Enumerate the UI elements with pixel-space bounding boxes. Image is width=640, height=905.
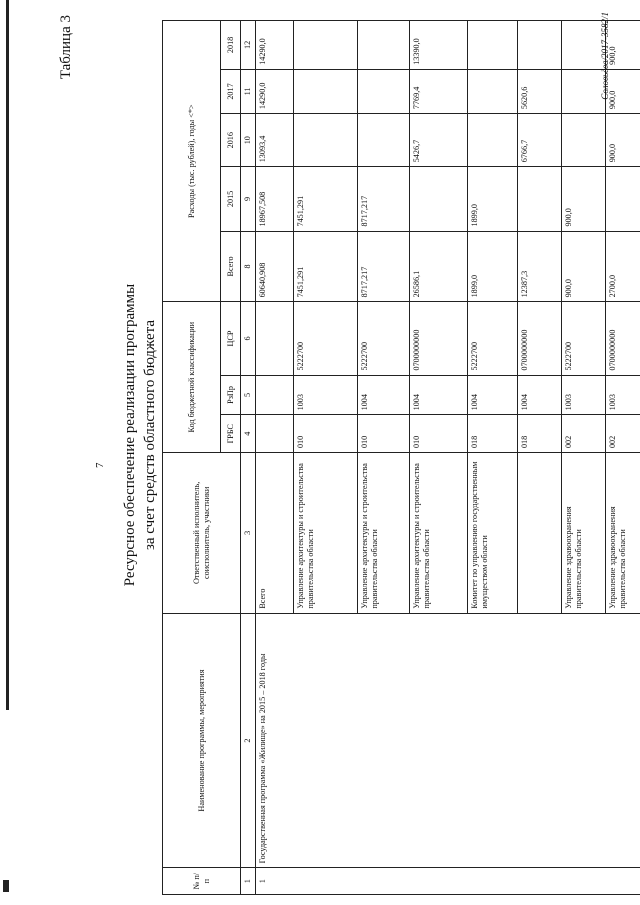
cell-y2015 [517,167,561,231]
cell-y2016: 13093,4 [255,114,293,167]
cell-rzpr: 1004 [517,375,561,415]
cell-exec: Управление архитектуры и строительства правительства области [293,453,357,614]
title-line-2: за счет средств областного бюджета [142,319,158,551]
cell-csr: 5222700 [293,302,357,375]
column-index-cell: 3 [241,453,256,614]
cell-exec: Управление здравоохранения правительства области [605,453,640,614]
cell-rzpr: 1004 [357,375,409,415]
document-title [120,85,160,785]
cell-y2015: 900,0 [561,167,605,231]
cell-y2018 [293,21,357,70]
program-number: 1 [255,868,640,895]
cell-exec: Управление архитектуры и строительства правительства области [357,453,409,614]
cell-total: 900,0 [561,231,605,302]
column-index-cell: 12 [241,21,256,70]
cell-exec: Комитет по управлению государственным имуществом области [467,453,517,614]
cell-total: 60640,908 [255,231,293,302]
cell-y2016 [293,114,357,167]
cell-y2017 [293,69,357,113]
cell-grbs: 010 [293,415,357,453]
column-index-cell: 10 [241,114,256,167]
cell-csr [255,302,293,375]
header-rzpr: РзПр [221,375,241,415]
cell-y2018: 14290,0 [255,21,293,70]
program-name: Государственная программа «Жилище» на 2015 – 2018 годы [255,613,640,868]
cell-grbs: 010 [409,415,467,453]
cell-grbs: 018 [517,415,561,453]
header-2018: 2018 [221,21,241,70]
header-grbs: ГРБС [221,415,241,453]
cell-rzpr: 1003 [605,375,640,415]
column-index-cell: 11 [241,69,256,113]
cell-y2016: 900,0 [605,114,640,167]
header-exec: Ответственный исполнитель, соисполнитель, участники [163,453,241,614]
cell-total: 1899,0 [467,231,517,302]
cell-y2018 [357,21,409,70]
cell-csr: 0700000000 [409,302,467,375]
cell-exec [517,453,561,614]
cell-y2017: 5620,6 [517,69,561,113]
cell-y2018 [467,21,517,70]
header-2016: 2016 [221,114,241,167]
cell-y2017 [561,69,605,113]
column-index-cell: 1 [241,868,256,895]
cell-y2016 [561,114,605,167]
cell-y2016 [357,114,409,167]
cell-y2016: 5426,7 [409,114,467,167]
cell-csr: 0700000000 [517,302,561,375]
cell-exec: Управление здравоохранения правительства области [561,453,605,614]
cell-y2015 [605,167,640,231]
header-csr: ЦСР [221,302,241,375]
table-row [255,21,293,895]
cell-exec: Управление архитектуры и строительства правительства области [409,453,467,614]
cell-grbs: 010 [357,415,409,453]
cell-csr: 0700000000 [605,302,640,375]
cell-rzpr [255,375,293,415]
cell-y2015: 18967,508 [255,167,293,231]
cell-rzpr: 1004 [409,375,467,415]
cell-grbs: 002 [605,415,640,453]
cell-grbs: 002 [561,415,605,453]
cell-y2018 [561,21,605,70]
cell-y2015: 8717,217 [357,167,409,231]
cell-y2016: 6766,7 [517,114,561,167]
column-index-cell: 5 [241,375,256,415]
cell-y2017: 900,0 [605,69,640,113]
header-code: Код бюджетной классификации [163,302,221,453]
cell-csr: 5222700 [561,302,605,375]
cell-total: 12387,3 [517,231,561,302]
cell-y2016 [467,114,517,167]
column-index-cell: 4 [241,415,256,453]
cell-y2015: 1899,0 [467,167,517,231]
cell-y2017: 7769,4 [409,69,467,113]
page-number: 7 [94,462,106,468]
cell-total: 7451,291 [293,231,357,302]
cell-total: 8717,217 [357,231,409,302]
header-name: Наименование программы, мероприятия [163,613,241,868]
cell-grbs: 018 [467,415,517,453]
header-2017: 2017 [221,69,241,113]
cell-y2015 [409,167,467,231]
header-total: Всего [221,231,241,302]
cell-csr: 5222700 [467,302,517,375]
cell-grbs [255,415,293,453]
cell-rzpr: 1003 [293,375,357,415]
cell-rzpr: 1003 [561,375,605,415]
resource-table [162,20,640,895]
column-index-row [241,21,256,895]
column-index-cell: 8 [241,231,256,302]
cell-y2018: 900,0 [605,21,640,70]
cell-y2015: 7451,291 [293,167,357,231]
cell-rzpr: 1004 [467,375,517,415]
title-line-1: Ресурсное обеспечение реализации программы [122,283,138,587]
cell-y2017 [467,69,517,113]
cell-y2017 [357,69,409,113]
footer-code: Соловьёва/2017-3582/1 [600,12,610,100]
cell-total: 26586,1 [409,231,467,302]
column-index-cell: 6 [241,302,256,375]
header-expenses: Расходы (тыс. рублей), годы <*> [163,21,221,302]
column-index-cell: 9 [241,167,256,231]
column-index-cell: 2 [241,613,256,868]
cell-total: 2700,0 [605,231,640,302]
header-2015: 2015 [221,167,241,231]
cell-y2018: 13390,0 [409,21,467,70]
cell-csr: 5222700 [357,302,409,375]
header-num: № п/п [163,868,241,895]
cell-y2017: 14290,0 [255,69,293,113]
table-label: Таблица 3 [58,15,74,80]
cell-exec: Всего [255,453,293,614]
cell-y2018 [517,21,561,70]
